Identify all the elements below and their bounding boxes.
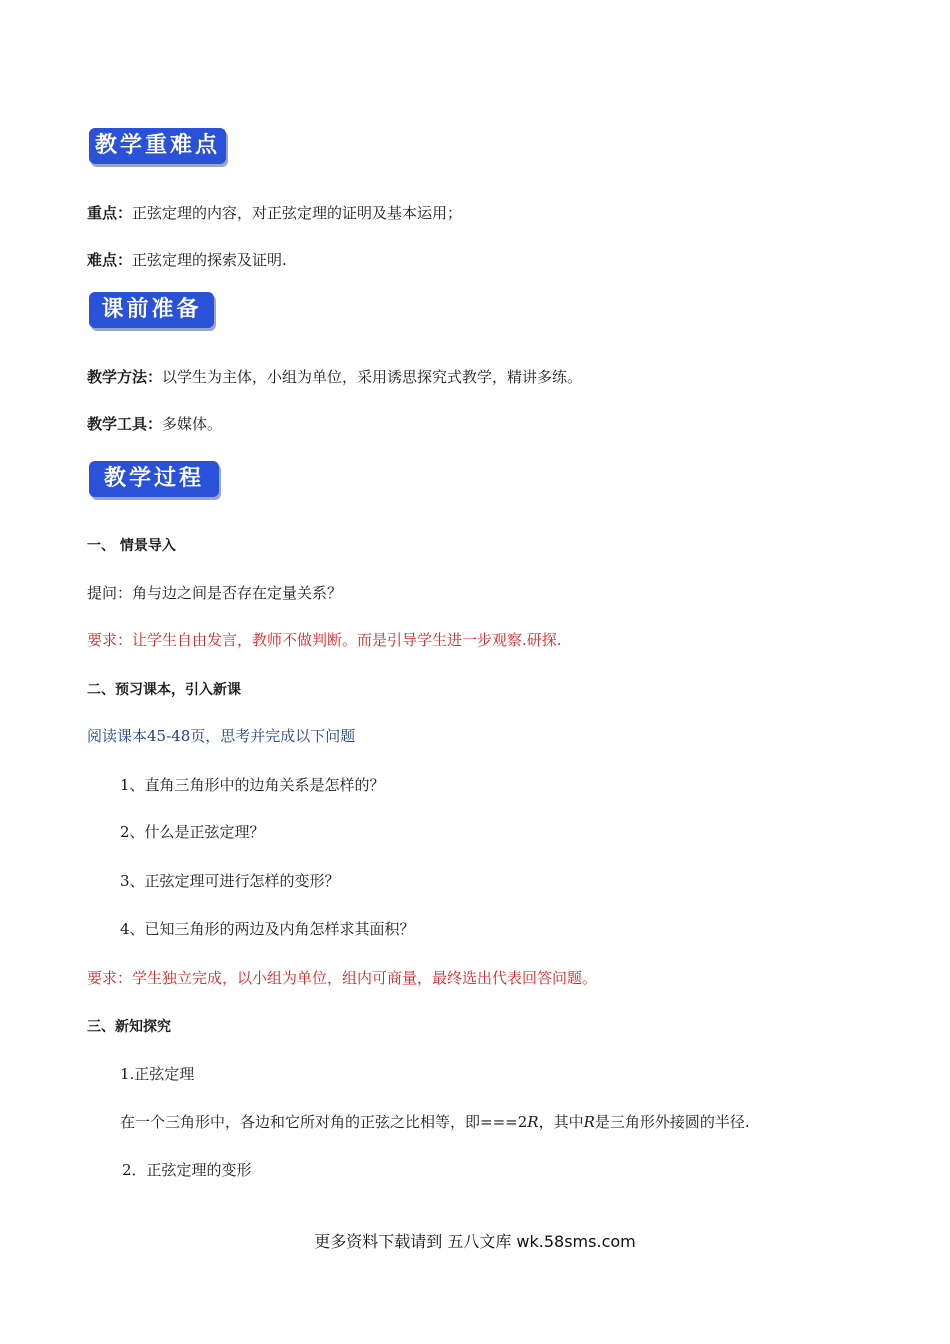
- difficult-text: 正弦定理的探索及证明.: [132, 251, 287, 269]
- tool-text: 多媒体。: [162, 415, 223, 433]
- banner-process: 教学过程: [89, 461, 219, 497]
- section2-question-2: 2、什么是正弦定理？: [120, 823, 265, 841]
- section2-question-3: 3、正弦定理可进行怎样的变形？: [120, 872, 340, 890]
- section3-item1-text: [120, 1112, 750, 1132]
- section1-requirement: 要求：让学生自由发言，教师不做判断。而是引导学生进一步观察.研探.: [87, 631, 562, 649]
- section1-heading: 一、 情景导入: [87, 538, 176, 554]
- tool-label: 教学工具：: [87, 415, 163, 433]
- law-text-a: 在一个三角形中，各边和它所对角的正弦之比相等，即===2: [120, 1113, 528, 1131]
- section1-question: 提问：角与边之间是否存在定量关系？: [87, 584, 343, 602]
- important-point: [87, 203, 462, 223]
- section2-heading: 二、预习课本，引入新课: [87, 682, 241, 698]
- law-text-c: 是三角形外接圆的半径.: [594, 1113, 750, 1131]
- method-label: 教学方法：: [87, 368, 163, 386]
- section3-item1-title: 1.正弦定理: [120, 1065, 195, 1083]
- teaching-tool: [87, 414, 222, 434]
- law-radius-symbol: R: [527, 1113, 539, 1131]
- section3-heading: 三、新知探究: [87, 1019, 171, 1035]
- law-radius-symbol-2: R: [583, 1113, 595, 1131]
- banner-key-points: 教学重难点: [89, 128, 226, 164]
- banner-preparation: 课前准备: [89, 292, 214, 328]
- important-label: 重点：: [87, 204, 133, 222]
- section2-question-1: 1、直角三角形中的边角关系是怎样的？: [120, 776, 385, 794]
- law-text-b: ，其中: [538, 1113, 584, 1131]
- method-text: 以学生为主体，小组为单位，采用诱思探究式教学，精讲多练。: [162, 368, 583, 386]
- difficult-label: 难点：: [87, 251, 133, 269]
- section3-item2-title: 2．正弦定理的变形: [122, 1161, 252, 1179]
- difficult-point: [87, 250, 287, 270]
- section2-requirement: 要求：学生独立完成，以小组为单位，组内可商量，最终选出代表回答问题。: [87, 969, 598, 987]
- teaching-method: [87, 367, 582, 387]
- section2-question-4: 4、已知三角形的两边及内角怎样求其面积？: [120, 920, 415, 938]
- footer-link-text: 更多资料下载请到 五八文库 wk.58sms.com: [314, 1232, 636, 1251]
- section2-reading: 阅读课本45-48页，思考并完成以下问题: [87, 727, 356, 745]
- important-text: 正弦定理的内容，对正弦定理的证明及基本运用；: [132, 204, 463, 222]
